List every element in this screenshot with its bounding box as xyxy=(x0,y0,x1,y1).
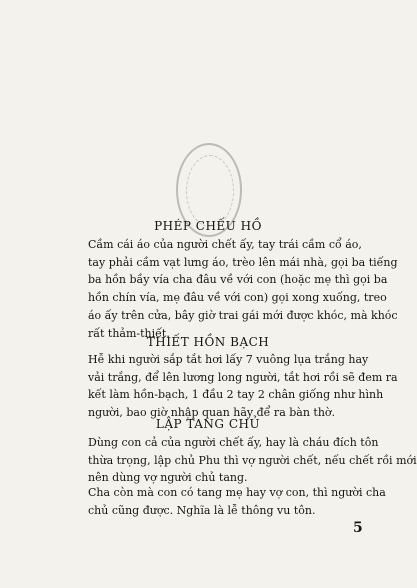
paragraph-line: thừa trọng, lập chủ Phu thì vợ người chết, nếu chết rồi mới xyxy=(88,453,417,467)
paragraph-line: tay phải cầm vạt lưng áo, trèo lên mái nhà, gọi ba tiếng xyxy=(88,255,398,269)
paragraph-line: áo ấy trên cửa, bây giờ trai gái mới được khóc, mà khóc xyxy=(88,308,398,322)
section-paragraph-lap-tang-chu-1 xyxy=(88,434,417,487)
paragraph-line: chủ cũng được. Nghĩa là lễ thông vu tôn. xyxy=(88,503,316,517)
paragraph-line: Cha còn mà con có tang mẹ hay vợ con, thì người cha xyxy=(88,486,386,499)
page-number: 5 xyxy=(353,520,363,536)
section-paragraph-thiet-hon-bach xyxy=(88,351,398,422)
paragraph-line: vải trắng, để lên lương long người, tắt hơi rồi sẽ đem ra xyxy=(88,370,398,384)
section-title-thiet-hon-bach: THIẾT HỒN BẠCH xyxy=(146,335,270,349)
paragraph-line: nên dùng vợ người chủ tang. xyxy=(88,471,248,485)
paragraph-line: ba hồn bầy vía cha đâu về với con (hoặc mẹ thì gọi ba xyxy=(88,273,388,287)
section-title-lap-tang-chu: LẬP TANG CHỦ xyxy=(155,417,261,431)
section-paragraph-phep-cheu-ho xyxy=(88,236,398,342)
section-title-phep-cheu-ho: PHÉP CHẾU HỒ xyxy=(154,219,262,233)
paragraph-line: Dùng con cả của người chết ấy, hay là cháu đích tôn xyxy=(88,436,379,449)
paragraph-line: Hễ khi người sắp tắt hơi lấy 7 vuông lụa trắng hay xyxy=(88,353,369,366)
paragraph-line: người, bao giờ nhập quan hãy để ra bàn thờ. xyxy=(88,406,336,420)
paragraph-line: hồn chín vía, mẹ đâu về với con) gọi xong xuống, treo xyxy=(88,291,387,305)
paragraph-line: rất thảm-thiết. xyxy=(88,326,170,340)
section-paragraph-lap-tang-chu-2 xyxy=(88,484,386,519)
paragraph-line: Cầm cái áo của người chết ấy, tay trái cầm cổ áo, xyxy=(88,238,362,251)
paragraph-line: kết làm hồn-bạch, 1 đầu 2 tay 2 chân giống như hình xyxy=(88,388,384,402)
